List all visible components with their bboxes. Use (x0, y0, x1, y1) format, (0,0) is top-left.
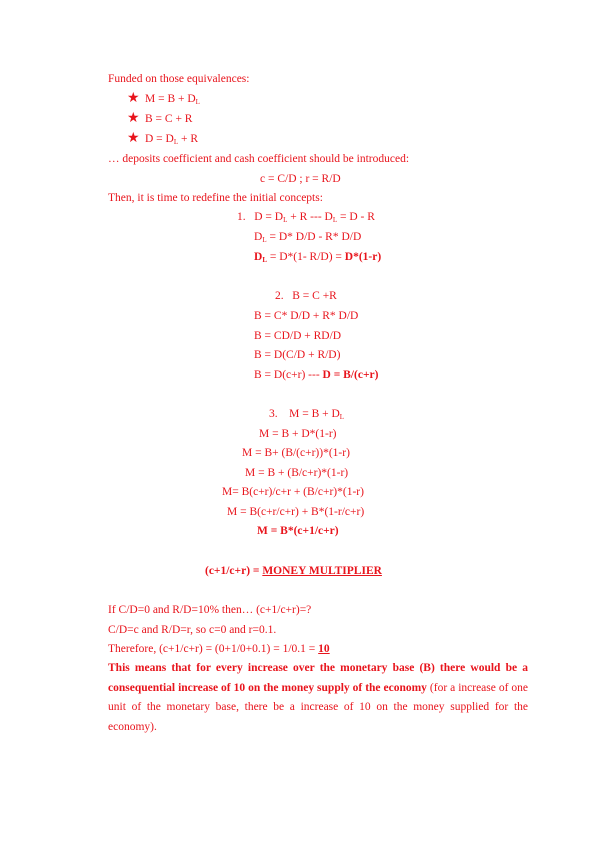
step2-head: 2. B = C +R (275, 290, 337, 302)
step3-line: M = B + (B/c+r)*(1-r) (245, 467, 349, 479)
step2-line: B = CD/D + RD/D (254, 330, 342, 342)
step1-line1: 1. $D = D_L + R$ --- $D_L = D - R$ (237, 211, 375, 224)
example-line1: If C/D=0 and R/D=10% then… (c+1/c+r)=? (108, 604, 312, 616)
step3-line: M = B(c+r/c+r) + B*(1-r/c+r) (227, 506, 365, 518)
conclusion-paragraph: This means that for every increase over the monetary base (B) there would be a consequential increase of 10 on the money supply of the economy (for a increase of one unit of the monetary base, there be a increase of 10 on the money supplied for the economy). (108, 662, 528, 733)
step2-result: B = D(c+r) --- D = B/(c+r) (254, 369, 379, 381)
step3-line: M = B + D*(1-r) (259, 428, 337, 440)
step1-line3: $D_L = D*(1-$ R/D) = D*(1-r) (254, 251, 382, 264)
money-multiplier-definition: (c+1/c+r) = MONEY MULTIPLIER (205, 565, 382, 577)
example-line2: C/D=c and R/D=r, so c=0 and r=0.1. (108, 624, 277, 636)
step3-line: M = B+ (B/(c+r))*(1-r) (242, 447, 350, 459)
equation-m: $M = B + D_L$ (145, 93, 200, 106)
coefficients-intro: … deposits coefficient and cash coefficient should be introduced: (108, 153, 410, 165)
step3-result: M = B*(c+1/c+r) (257, 525, 339, 537)
star-bullet-icon: ★ (127, 91, 140, 106)
example-line3: Therefore, (c+1/c+r) = (0+1/0+0.1) = 1/0.1 = 10 (108, 643, 330, 655)
intro-text: Funded on those equivalences: (108, 73, 250, 85)
step2-line: B = C* D/D + R* D/D (254, 310, 359, 322)
equation-b: B = C + R (145, 113, 193, 125)
step3-head: 3. $M = B + D_L$ (269, 408, 345, 421)
redefine-text: Then, it is time to redefine the initial concepts: (108, 192, 323, 204)
step1-line2: $D_L = D*$ D/D - R* D/D (254, 231, 362, 244)
star-bullet-icon: ★ (127, 111, 140, 126)
step3-line: M= B(c+r)/c+r + (B/c+r)*(1-r) (222, 486, 364, 498)
equation-d: $D = D_L + R$ (145, 133, 199, 146)
step2-line: B = D(C/D + R/D) (254, 349, 341, 361)
coefficients-formula: c = C/D ; r = R/D (260, 173, 341, 185)
star-bullet-icon: ★ (127, 131, 140, 146)
